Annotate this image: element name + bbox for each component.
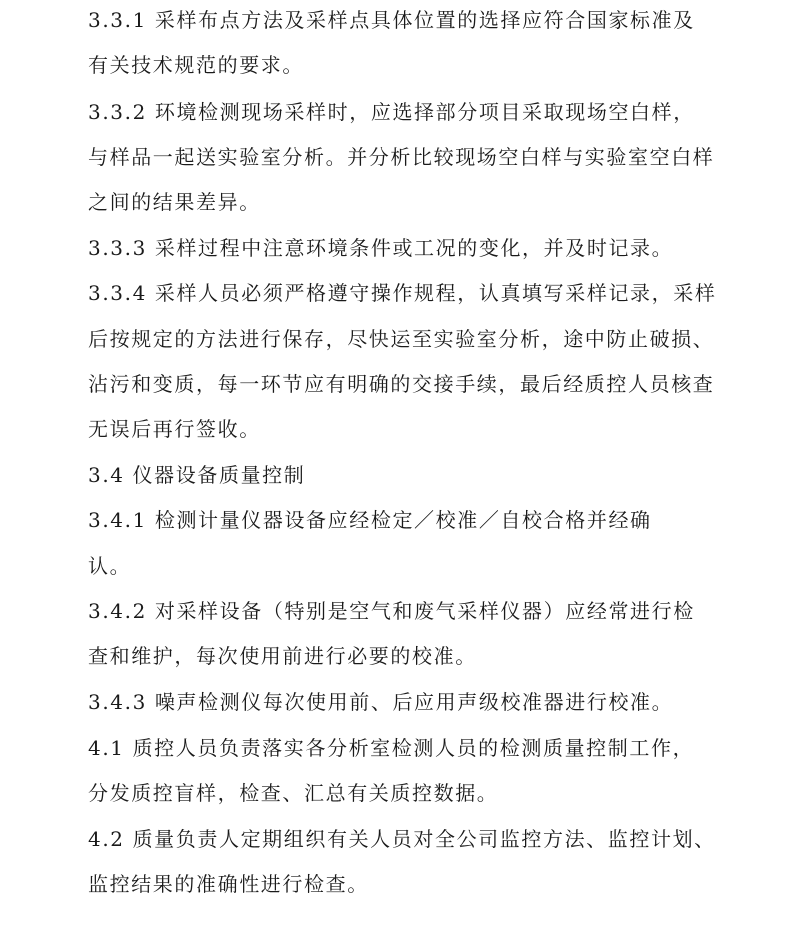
- clause-3-4-1-line-2: 认。: [88, 554, 132, 578]
- section-3-4-heading: 3.4 仪器设备质量控制: [88, 463, 306, 487]
- clause-3-3-3-line-1: 3.3.3 采样过程中注意环境条件或工况的变化，并及时记录。: [88, 236, 674, 260]
- clause-3-3-2-line-2: 与样品一起送实验室分析。并分析比较现场空白样与实验室空白样: [88, 145, 715, 169]
- clause-3-4-2-line-2: 查和维护，每次使用前进行必要的校准。: [88, 644, 477, 668]
- clause-4-2-line-2: 监控结果的准确性进行检查。: [88, 872, 369, 896]
- clause-3-3-2-line-1: 3.3.2 环境检测现场采样时，应选择部分项目采取现场空白样，: [88, 100, 695, 124]
- clause-3-4-1-line-1: 3.4.1 检测计量仪器设备应经检定／校准／自校合格并经确: [88, 508, 652, 532]
- clause-3-3-2-line-3: 之间的结果差异。: [88, 190, 261, 214]
- clause-4-1-line-1: 4.1 质控人员负责落实各分析室检测人员的检测质量控制工作，: [88, 736, 695, 760]
- clause-3-3-4-line-4: 无误后再行签收。: [88, 417, 261, 441]
- clause-4-2-line-1: 4.2 质量负责人定期组织有关人员对全公司监控方法、监控计划、: [88, 827, 716, 851]
- clause-4-1-line-2: 分发质控盲样，检查、汇总有关质控数据。: [88, 781, 499, 805]
- clause-3-3-1-line-2: 有关技术规范的要求。: [88, 53, 304, 77]
- clause-3-3-4-line-1: 3.3.4 采样人员必须严格遵守操作规程，认真填写采样记录，采样: [88, 281, 717, 305]
- clause-3-3-4-line-2: 后按规定的方法进行保存，尽快运至实验室分析，途中防止破损、: [88, 327, 715, 351]
- clause-3-3-4-line-3: 沾污和变质，每一环节应有明确的交接手续，最后经质控人员核查: [88, 372, 715, 396]
- clause-3-4-3-line-1: 3.4.3 噪声检测仪每次使用前、后应用声级校准器进行校准。: [88, 690, 674, 714]
- clause-3-4-2-line-1: 3.4.2 对采样设备（特别是空气和废气采样仪器）应经常进行检: [88, 599, 695, 623]
- clause-3-3-1-line-1: 3.3.1 采样布点方法及采样点具体位置的选择应符合国家标准及: [88, 8, 695, 32]
